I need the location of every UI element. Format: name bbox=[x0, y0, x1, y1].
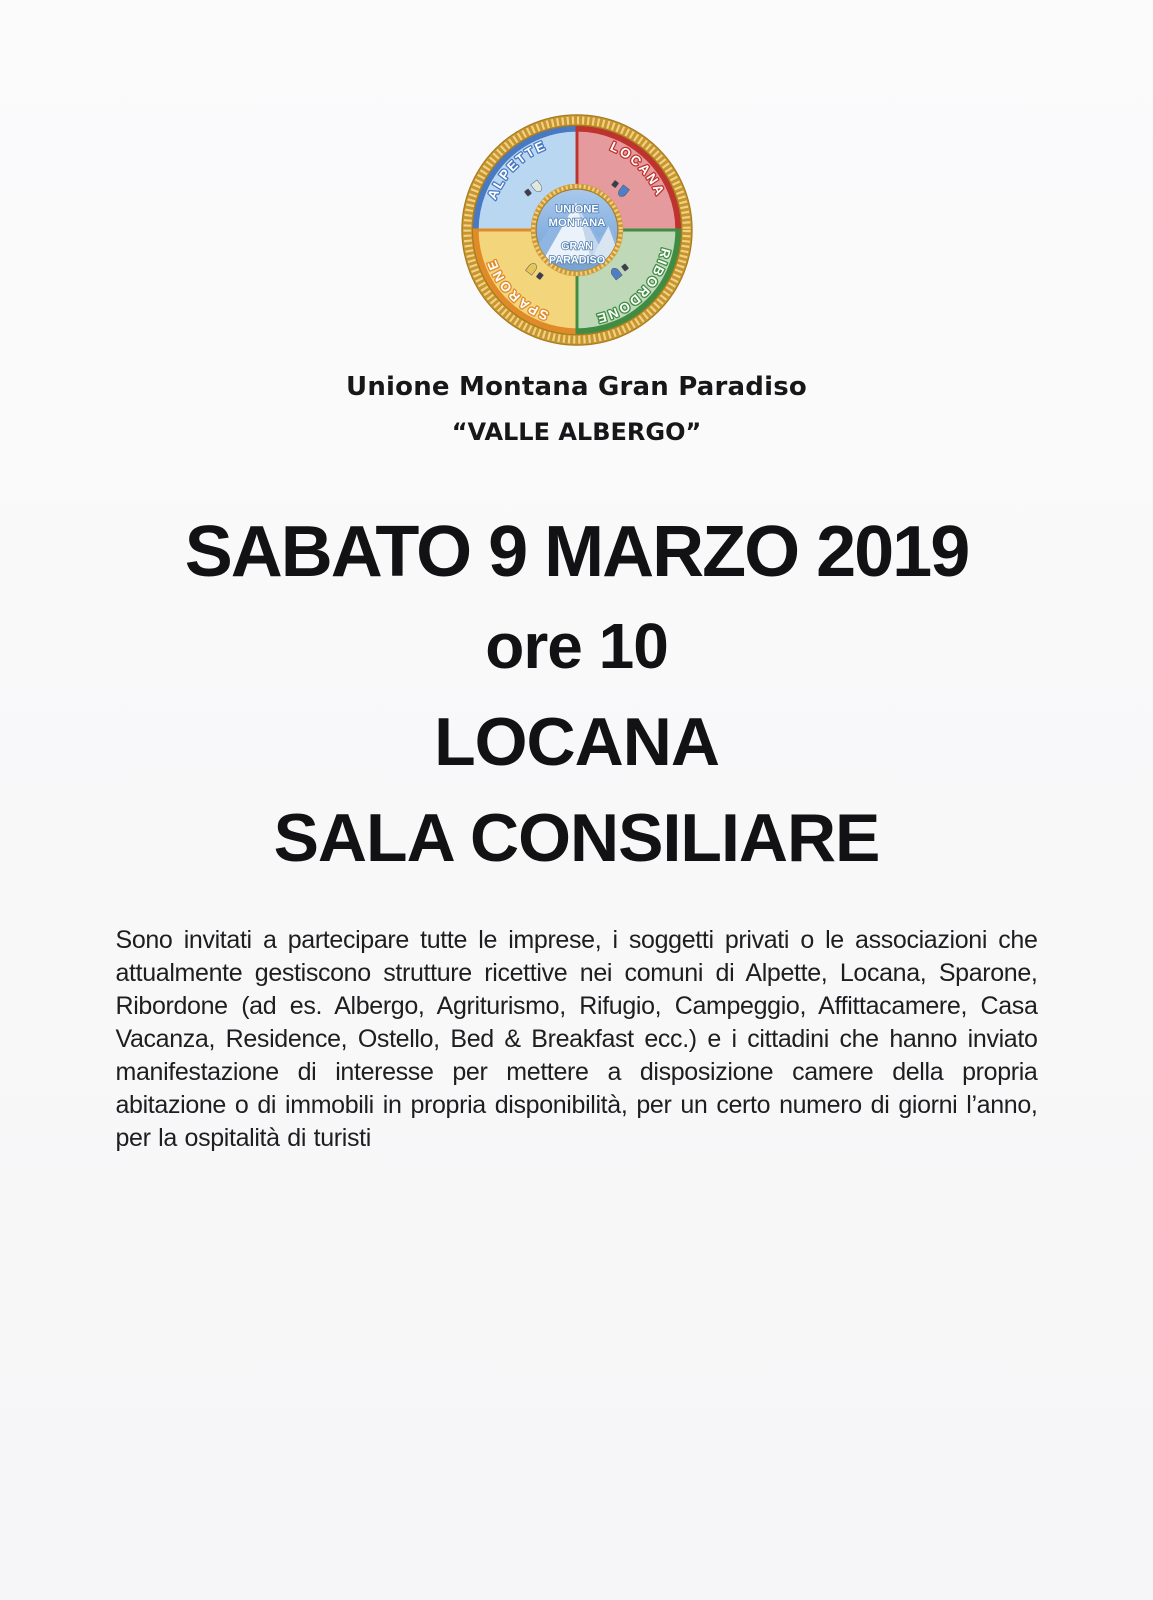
seal-logo-container bbox=[0, 0, 1153, 348]
seal-label-ribordone-text: RIBORDONE bbox=[593, 246, 674, 327]
unione-montana-gran-paradiso-seal-icon bbox=[459, 112, 695, 348]
organization-name: Unione Montana Gran Paradiso bbox=[346, 372, 807, 402]
program-name: “VALLE ALBERGO” bbox=[451, 418, 702, 446]
event-place-heading: LOCANA bbox=[434, 704, 719, 780]
seal-center-line-2: MONTANA bbox=[548, 217, 605, 230]
seal-label-sparone-text: SPARONE bbox=[483, 256, 551, 324]
seal-center-line-3: GRAN bbox=[560, 240, 593, 253]
seal-label-alpette-text: ALPETTE bbox=[483, 137, 549, 202]
seal-center-line-4: PARADISO bbox=[548, 254, 605, 267]
seal-center-line-1: UNIONE bbox=[554, 203, 599, 216]
event-venue-heading: SALA CONSILIARE bbox=[273, 800, 880, 876]
event-heading-block bbox=[0, 512, 1153, 876]
invitation-paragraph: Sono invitati a partecipare tutte le imprese, i soggetti privati o le associazioni che attualmente gestiscono strutture ricettive nei comuni di Alpette, Locana, Sparone, Ribordone (ad es. Albergo, Agriturismo, Rifugio, Campeggio, Affittacamere, Casa Vacanza, Residence, Ostello, Bed & Breakfast ecc.) e i cittadini che hanno inviato manifestazione di interesse per mettere a disposizione camere della propria abitazione o di immobili in propria disponibilità, per un certo numero di giorni l’anno, per la ospitalità di turisti bbox=[115, 926, 1038, 1152]
event-date-heading: SABATO 9 MARZO 2019 bbox=[184, 512, 969, 592]
seal-center-medallion bbox=[530, 184, 622, 276]
seal-label-locana-text: LOCANA bbox=[607, 138, 668, 199]
event-time-heading: ore 10 bbox=[485, 610, 668, 682]
